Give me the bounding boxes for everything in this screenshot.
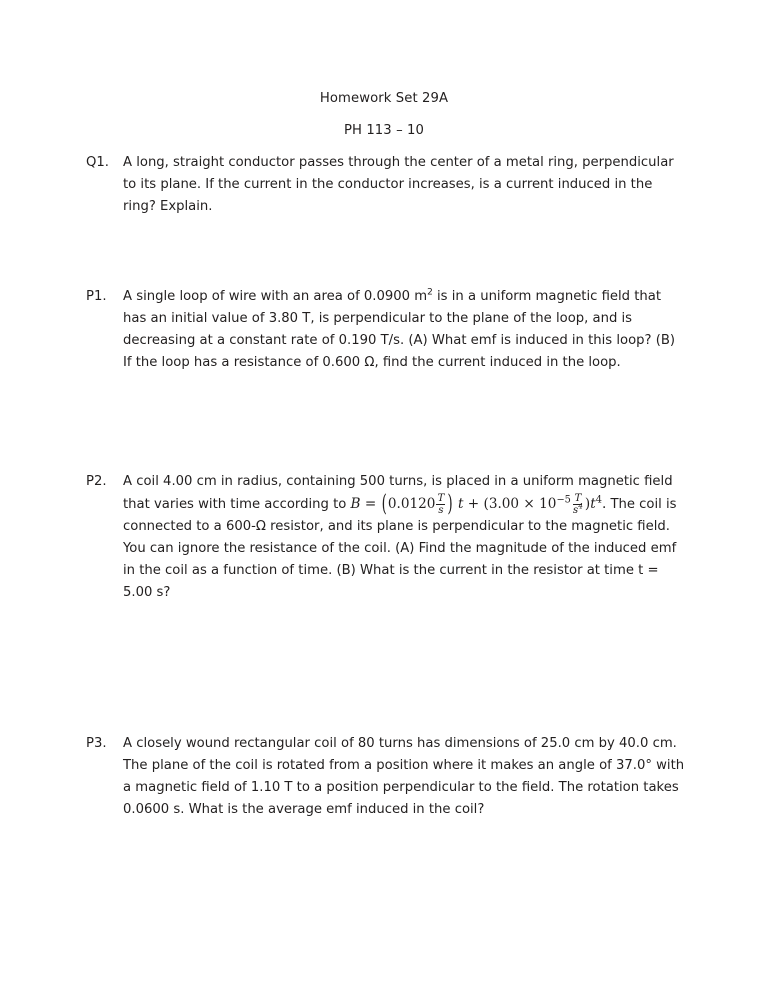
document-header	[0, 88, 768, 141]
equation-close-paren-1: )	[447, 489, 453, 518]
equation-plus: +	[467, 496, 480, 512]
equation-period: .	[601, 496, 607, 512]
problem-p2-text	[123, 471, 686, 604]
equation-time-1: t	[457, 496, 464, 512]
course-subtitle: PH 113 – 10	[343, 123, 425, 138]
problem-p3-label: P3.	[86, 736, 107, 751]
problem-p1-label: P1.	[86, 289, 107, 304]
problem-q1-body	[123, 152, 682, 218]
problem-p2	[86, 471, 686, 604]
problem-p1-area-exponent: 2	[427, 287, 433, 298]
equation-unit-2-denominator-exponent: 4	[578, 501, 583, 511]
problem-p1-body	[123, 286, 686, 374]
equation-close-paren-2: )	[584, 496, 591, 512]
problem-p2-body	[123, 471, 686, 604]
problem-p2-text-part-1: A coil 4.00 cm in radius, containing 500 turns, is placed in a uniform magnetic field that varies with time according to	[123, 474, 673, 512]
equation-coefficient-2: 3.00	[488, 496, 520, 512]
equation-open-paren-1: (	[381, 489, 387, 518]
equation-unit-1-denominator: s	[438, 503, 444, 516]
problem-p1-text-part-2: is in a uniform magnetic field that has an initial value of 3.80 T, is perpendicular to the plane of the loop, and is decreasing at a constant rate of 0.190 T/s. (A) What emf is induced in this loop? (B) If the loop has a resistance of 0.600 Ω, find the current induced in the loop.	[123, 289, 676, 370]
equation-open-paren-2: (	[483, 496, 489, 512]
problem-p3-body	[123, 733, 686, 821]
equation-power-base: 10	[539, 496, 557, 512]
problem-p1-text	[123, 286, 686, 374]
equation-power-exponent: −5	[556, 494, 571, 506]
problem-p2-text-part-2: The coil is connected to a 600-Ω resistor, and its plane is perpendicular to the magnetic field. You can ignore the resistance of the coil. (A) Find the magnitude of the induced emf in the coil as a function of time. (B) What is the current in the resistor at time t = 5.00 s?	[123, 497, 677, 600]
equation-coefficient-1: 0.0120	[387, 496, 436, 512]
problem-p1-text-part-1: A single loop of wire with an area of 0.0900 m	[123, 289, 428, 304]
equation-times: ×	[523, 496, 535, 512]
equation-unit-2-numerator: T	[574, 491, 582, 504]
problem-p2-label: P2.	[86, 474, 107, 489]
problem-p3	[86, 733, 686, 821]
equation-unit-2	[572, 493, 584, 515]
equation-equals: =	[364, 496, 377, 512]
problem-p2-equation	[350, 489, 607, 518]
problem-q1-label: Q1.	[86, 155, 109, 170]
problem-p1	[86, 286, 686, 374]
equation-unit-1	[436, 493, 445, 515]
problem-q1-text: A long, straight conductor passes through the center of a metal ring, perpendicular to its plane. If the current in the conductor increases, is a current induced in the ring? Explain.	[123, 155, 674, 214]
equation-unit-2-denominator	[572, 501, 584, 516]
equation-unit-2-denominator-base: s	[572, 503, 579, 516]
equation-time-2: t	[590, 496, 596, 512]
homework-set-title: Homework Set 29A	[319, 91, 449, 106]
equation-variable: B	[350, 496, 361, 512]
equation-time-2-exponent: 4	[595, 494, 602, 506]
problem-q1	[86, 152, 682, 218]
problem-p3-text: A closely wound rectangular coil of 80 turns has dimensions of 25.0 cm by 40.0 cm. The plane of the coil is rotated from a position where it makes an angle of 37.0° with a magnetic field of 1.10 T to a position perpendicular to the field. The rotation takes 0.0600 s. What is the average emf induced in the coil?	[123, 736, 685, 817]
equation-unit-1-numerator: T	[437, 491, 445, 504]
